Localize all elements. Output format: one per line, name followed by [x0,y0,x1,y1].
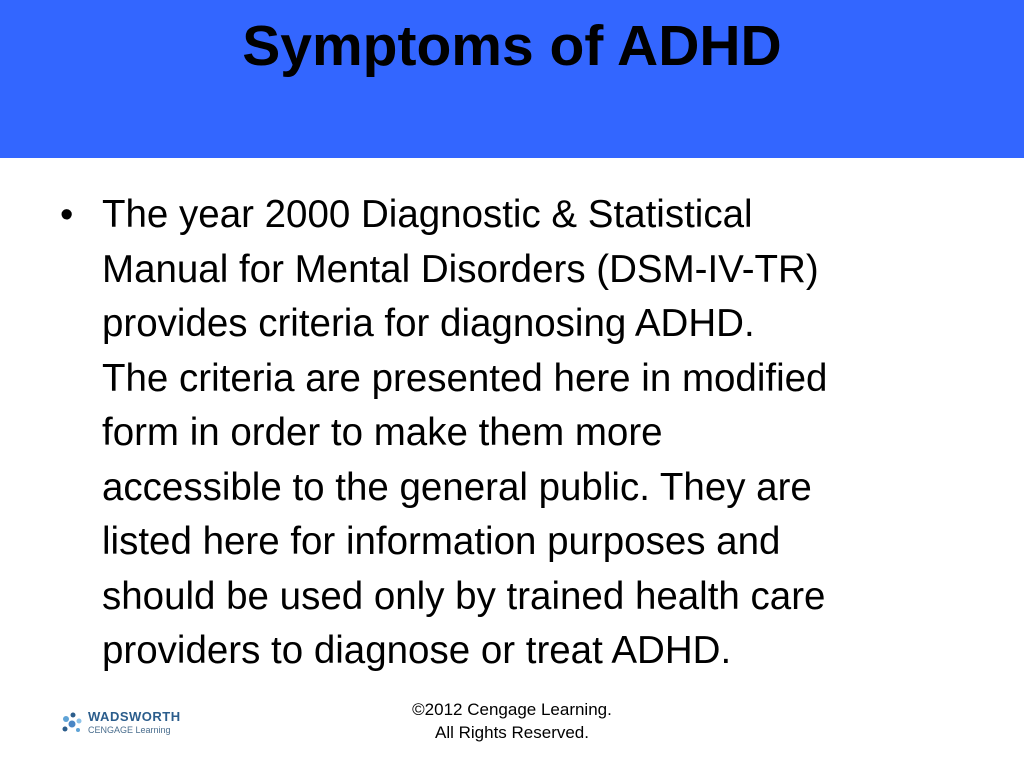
wadsworth-logo-icon [60,710,86,738]
logo-subtitle: CENGAGE Learning [88,725,171,735]
publisher-logo [60,708,190,740]
bullet-item [60,188,980,679]
copyright-line-1: ©2012 Cengage Learning. [412,700,612,719]
slide-body [60,188,980,679]
copyright-line-2: All Rights Reserved. [434,723,589,742]
slide-title: Symptoms of ADHD [242,14,782,78]
logo-wordmark: WADSWORTH [88,709,181,724]
bullet-text: The year 2000 Diagnostic & Statistical Manual for Mental Disorders (DSM-IV-TR) provides criteria for diagnosing ADHD. The criteria are presented here in modified form in order to make them more accessible to the general public. They are listed here for information purposes and should be used only by trained health care providers to diagnose or treat ADHD. [102,193,828,672]
bullet-marker: • [60,194,74,236]
copyright-notice [362,698,662,744]
